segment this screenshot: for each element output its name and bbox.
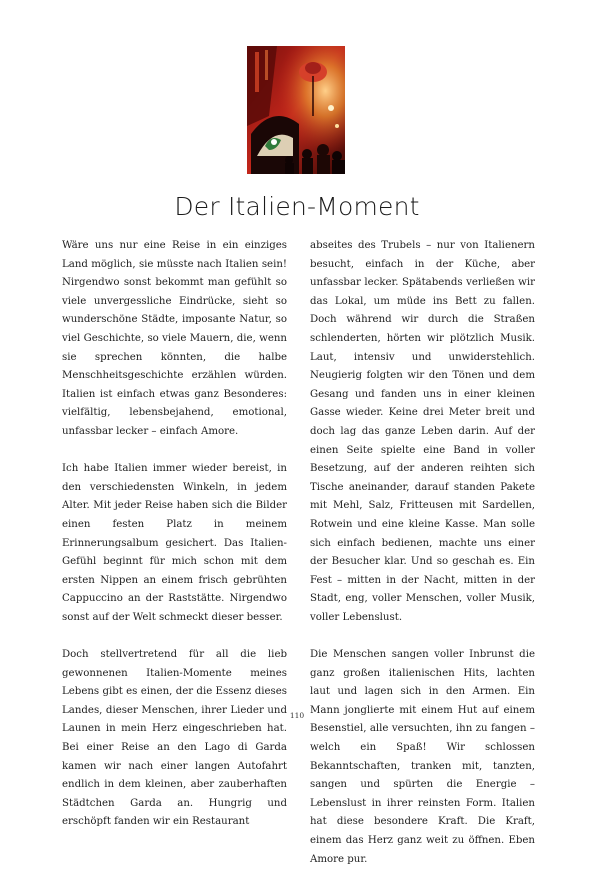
page-title: Der Italien-Moment [174,192,420,221]
text-column-right [310,237,535,869]
page-number: 110 [289,711,305,720]
text-column-left [62,237,287,832]
paragraph: Die Menschen sangen voller Inbrunst die ganz großen italienischen Hits, lachten laut und lagen sich in den Armen. Ein Mann jonglierte mit einem Hut auf einem Besenstiel, alle versuchten, ihn zu fangen – welch ein Spaß! Wir schlossen Bekanntschaften, tranken mit, tanzten, sangen und spürten die Energie – Lebenslust in ihrer reinsten Form. Italien hat diese besondere Kraft. Die Kraft, einem das Herz ganz weit zu öffnen. Eben Amore pur. [310,649,535,865]
photo-street-band [247,46,345,174]
photo-image [247,46,345,174]
paragraph: abseites des Trubels – nur von Italienern besucht, einfach in der Küche, aber unfassbar lecker. Spätabends verließen wir das Lokal, um müde ins Bett zu fallen. Doch während wir durch die Straßen schlenderten, hörten wir plötzlich Musik. Laut, intensiv und unwiderstehlich. Neugierig folgten wir den Tönen und dem Gesang und fanden uns in einer kleinen Gasse wieder. Keine drei Meter breit und doch lag das ganze Leben darin. Auf der einen Seite spielte eine Band in voller Besetzung, auf der anderen reihten sich Tische aneinander, darauf standen Pakete mit Mehl, Salz, Fritteusen mit Sardellen, Rotwein und eine kleine Kasse. Man solle sich einfach bedienen, machte uns einer der Besucher klar. Und so geschah es. Ein Fest – mitten in der Nacht, mitten in der Stadt, eng, voller Menschen, voller Musik, voller Lebenslust. [310,240,535,623]
paragraph: Wäre uns nur eine Reise in ein einziges Land möglich, sie müsste nach Italien sein! Nirgendwo sonst bekommt man gefühlt so viele unvergessliche Eindrücke, sieht so wunderschöne Städte, imposante Natur, so viel Geschichte, so viele Mauern, die, wenn sie sprechen könnten, die halbe Menschheitsgeschichte erzählen würden. Italien ist einfach etwas ganz Besonderes: vielfältig, lebensbejahend, emotional, unfassbar lecker – einfach Amore. [62,240,287,437]
paragraph: Ich habe Italien immer wieder bereist, in den verschiedensten Winkeln, in jedem Alter. Mit jeder Reise haben sich die Bilder einen festen Platz in meinem Erinnerungsalbum gesichert. Das Italien-Gefühl beginnt für mich schon mit dem ersten Nippen an einem frisch gebrühten Cappuccino an der Raststätte. Nirgendwo sonst auf der Welt schmeckt dieser besser. [62,463,287,623]
paragraph: Doch stellvertretend für all die lieb gewonnenen Italien-Momente meines Lebens gibt es einen, der die Essenz dieses Landes, dieser Menschen, ihrer Lieder und Launen in mein Herz eingeschrieben hat. Bei einer Reise an den Lago di Garda kamen wir nach einer langen Autofahrt endlich in dem kleinen, aber zauberhaften Städtchen Garda an. Hungrig und erschöpft fanden wir ein Restaurant [62,649,287,828]
